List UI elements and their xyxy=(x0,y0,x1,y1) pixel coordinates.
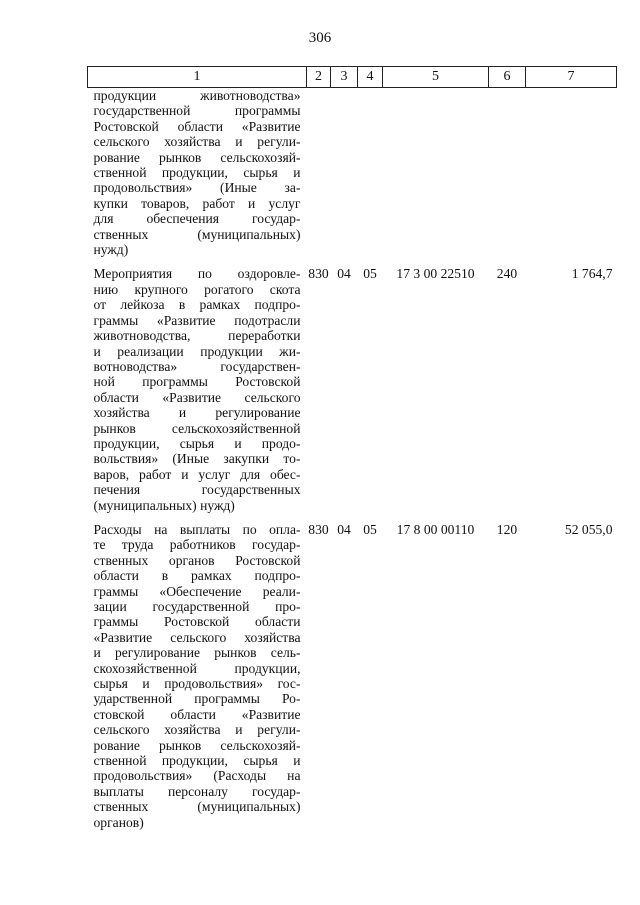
subsection-code: 05 xyxy=(363,266,377,282)
header-col-6: 6 xyxy=(489,67,526,88)
header-col-5: 5 xyxy=(383,67,489,88)
header-col-7: 7 xyxy=(526,67,617,88)
description-line: Ростовской области «Развитие xyxy=(93,118,301,134)
description-line: рование рынков сельскохозяй- xyxy=(93,737,301,753)
table-row xyxy=(88,88,617,267)
description-line: продукции животноводства» xyxy=(93,88,301,103)
description-line: продовольствия» (Расходы на xyxy=(93,768,301,784)
row-description xyxy=(88,522,307,839)
description-line: нужд) xyxy=(93,242,129,258)
budget-table xyxy=(87,66,617,839)
ministry-code: 830 xyxy=(308,266,329,282)
description-line: ственной продукции, сырья и xyxy=(93,165,301,181)
section-code: 04 xyxy=(337,266,351,282)
table-row xyxy=(88,266,617,522)
description-line: животноводства, переработки xyxy=(93,328,301,344)
expense-type-code: 120 xyxy=(496,521,518,537)
description-line: хозяйства и регулирование xyxy=(93,405,301,421)
section-code: 04 xyxy=(337,521,351,537)
description-line: ственных (муниципальных) xyxy=(93,799,301,815)
description-line: стовской области «Развитие xyxy=(93,706,301,722)
description-line: продукции, сырья и продо- xyxy=(93,435,301,451)
description-line: граммы «Развитие подотрасли xyxy=(93,312,301,328)
ministry-code: 830 xyxy=(308,521,329,537)
description-line: рынков сельскохозяйственной xyxy=(93,420,301,436)
description-line: органов) xyxy=(93,814,144,830)
description-line: и реализации продукции жи- xyxy=(93,343,301,359)
row-description xyxy=(88,266,307,522)
description-line: Расходы на выплаты по опла- xyxy=(93,521,301,537)
description-line: вотноводства» государствен- xyxy=(93,358,301,374)
table-body xyxy=(88,88,617,840)
description-line: сельского хозяйства и регули- xyxy=(93,722,301,738)
expense-type-code xyxy=(489,88,526,267)
description-line: граммы Ростовской области xyxy=(93,614,301,630)
description-line: ударственной программы Ро- xyxy=(93,691,301,707)
target-article-code xyxy=(383,88,489,267)
description-line: области в рамках подпро- xyxy=(93,568,301,584)
description-line: нию крупного рогатого скота xyxy=(93,281,301,297)
description-line: сырья и продовольствия» гос- xyxy=(93,676,301,692)
description-line: варов, работ и услуг для обес- xyxy=(93,466,301,482)
subsection-code xyxy=(358,88,383,267)
description-line: продовольствия» (Иные за- xyxy=(93,180,301,196)
header-col-4: 4 xyxy=(358,67,383,88)
description-line: ственной продукции, сырья и xyxy=(93,753,301,769)
header-col-3: 3 xyxy=(331,67,358,88)
amount-value xyxy=(526,88,617,267)
description-line: скохозяйственной продукции, xyxy=(93,660,301,676)
description-line: вольствия» (Иные закупки то- xyxy=(93,451,301,467)
description-line: купки товаров, работ и услуг xyxy=(93,195,301,211)
table-row xyxy=(88,522,617,839)
description-line: «Развитие сельского хозяйства xyxy=(93,629,301,645)
ministry-code xyxy=(307,88,331,267)
header-col-1: 1 xyxy=(88,67,307,88)
description-line: зации государственной про- xyxy=(93,599,301,614)
description-line: граммы «Обеспечение реали- xyxy=(93,583,301,599)
description-line: области «Развитие сельского xyxy=(93,389,301,405)
description-line: те труда работников государ- xyxy=(93,537,301,553)
description-line: государственной программы xyxy=(93,103,301,119)
description-line: ственных (муниципальных) xyxy=(93,226,301,242)
description-line: рование рынков сельскохозяй- xyxy=(93,149,301,165)
description-line: от лейкоза в рамках подпро- xyxy=(93,297,301,313)
subsection-code: 05 xyxy=(363,521,377,537)
description-line: Мероприятия по оздоровле- xyxy=(93,266,301,282)
description-line: сельского хозяйства и регули- xyxy=(93,134,301,150)
header-col-2: 2 xyxy=(307,67,331,88)
amount-value: 1 764,7 xyxy=(571,266,613,282)
description-line: печения государственных xyxy=(93,482,301,498)
section-code xyxy=(331,88,358,267)
target-article-code: 17 8 00 00110 xyxy=(396,521,475,537)
header-row xyxy=(88,67,617,88)
expense-type-code: 240 xyxy=(496,266,518,282)
amount-value: 52 055,0 xyxy=(564,521,613,537)
description-line: и регулирование рынков сель- xyxy=(93,645,301,661)
description-line: (муниципальных) нужд) xyxy=(93,497,235,513)
target-article-code: 17 3 00 22510 xyxy=(396,266,475,282)
page-number: 306 xyxy=(308,30,332,46)
description-line: ственных органов Ростовской xyxy=(93,552,301,568)
description-line: выплаты персоналу государ- xyxy=(93,783,301,799)
row-description xyxy=(88,88,307,267)
description-line: для обеспечения государ- xyxy=(93,211,301,227)
description-line: ной программы Ростовской xyxy=(93,374,301,390)
